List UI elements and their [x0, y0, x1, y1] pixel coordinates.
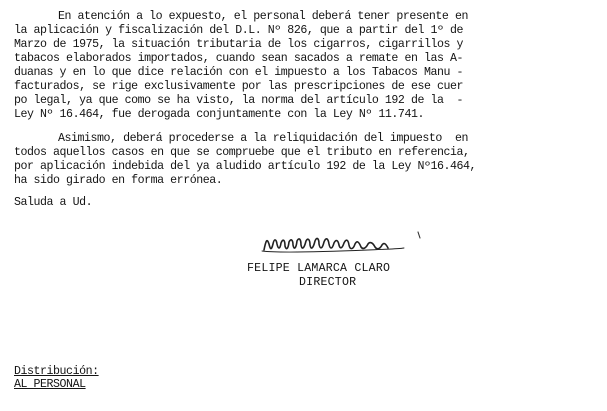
- paragraph-1-line: facturados, se rige exclusivamente por las prescripciones de ese cuer: [14, 80, 464, 93]
- paragraph-1-line: po legal, ya que como se ha visto, la norma del artículo 192 de la -: [14, 94, 464, 107]
- distribution-value: AL PERSONAL: [14, 378, 86, 391]
- signatory-title: DIRECTOR: [299, 276, 357, 289]
- paragraph-2-line: Asimismo, deberá procederse a la reliquidación del impuesto en: [58, 132, 468, 145]
- paragraph-2-line: por aplicación indebida del ya aludido artículo 192 de la Ley Nº16.464,: [14, 160, 477, 173]
- paragraph-1-line: la aplicación y fiscalización del D.L. Nº 826, que a partir del 1º de: [14, 24, 464, 37]
- paragraph-1-line: En atención a lo expuesto, el personal deberá tener presente en: [58, 10, 468, 23]
- paragraph-1-line: Marzo de 1975, la situación tributaria de los cigarros, cigarrillos y: [14, 38, 464, 51]
- handwritten-signature: [258, 226, 438, 262]
- paragraph-2-line: ha sido girado en forma errónea.: [14, 174, 223, 187]
- paragraph-1-line: tabacos elaborados importados, cuando sean sacados a remate en las A-: [14, 52, 464, 65]
- paragraph-2-line: todos aquellos casos en que se compruebe que el tributo en referencia,: [14, 146, 470, 159]
- distribution-label: Distribución:: [14, 365, 99, 378]
- signatory-name: FELIPE LAMARCA CLARO: [247, 262, 391, 275]
- salutation: Saluda a Ud.: [14, 196, 93, 209]
- paragraph-1-line: Ley Nº 16.464, fue derogada conjuntamente con la Ley Nº 11.741.: [14, 108, 424, 121]
- paragraph-1-line: duanas y en lo que dice relación con el impuesto a los Tabacos Manu -: [14, 66, 464, 79]
